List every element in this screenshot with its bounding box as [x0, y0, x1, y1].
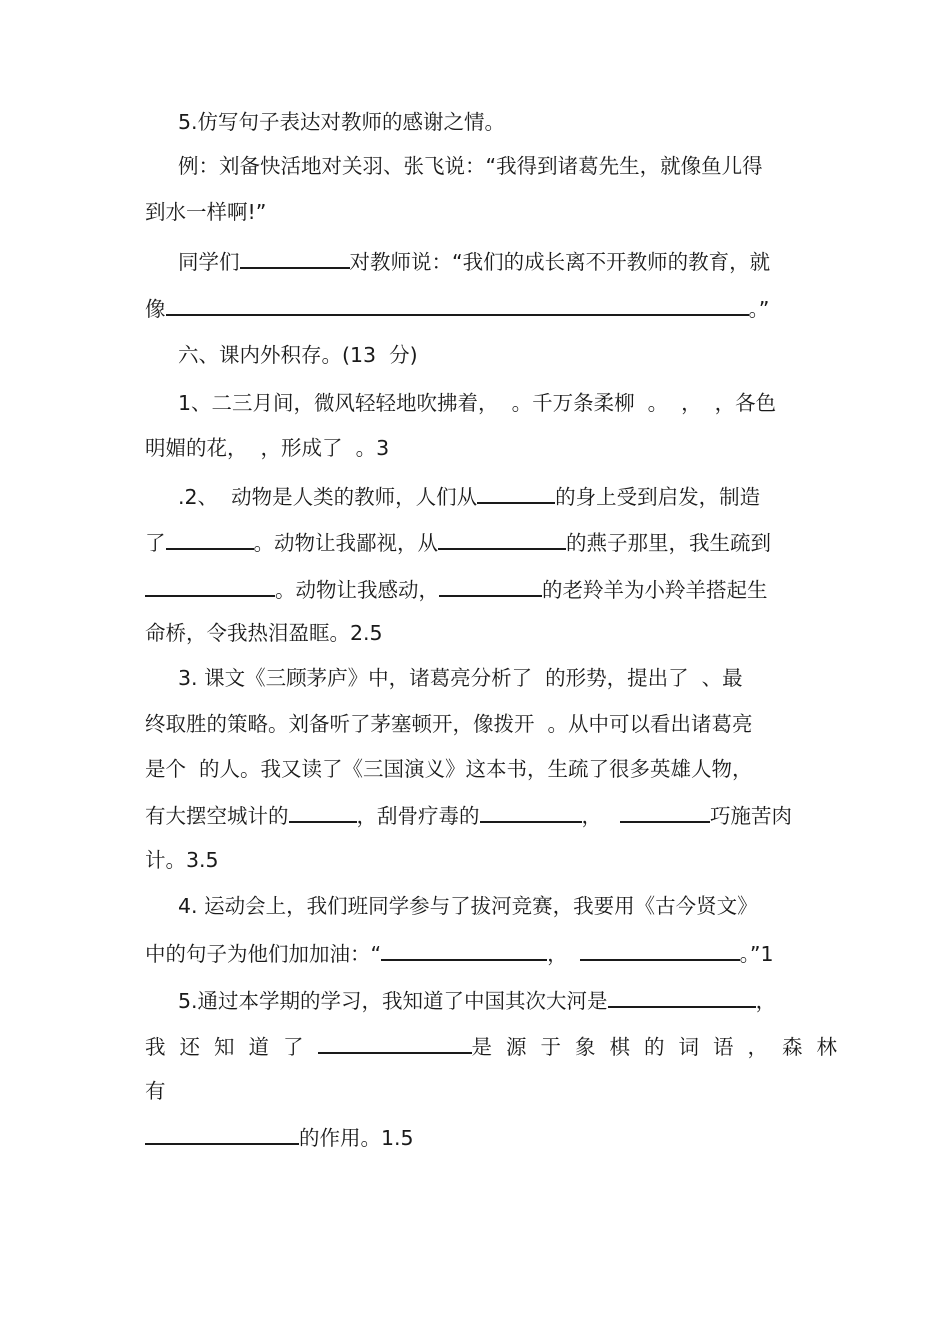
- question-3-line-5: 计。3.5: [145, 848, 219, 872]
- answer-blank[interactable]: [580, 938, 740, 961]
- example-line-2: 到水一样啊!”: [145, 200, 267, 224]
- answer-blank[interactable]: [480, 800, 582, 823]
- imitation-line-2: 像 。”: [145, 293, 769, 321]
- imitation-line-1: 同学们 对教师说：“我们的成长离不开教师的教育，就: [178, 246, 770, 274]
- answer-blank[interactable]: [145, 1122, 299, 1145]
- answer-blank[interactable]: [438, 527, 566, 550]
- question-1-line-2: 明媚的花， ，形成了 。3: [145, 436, 390, 460]
- question-5b-line-1: 5.通过本学期的学习，我知道了中国其次大河是 ，: [178, 985, 776, 1013]
- question-3-line-2: 终取胜的策略。刘备听了茅塞顿开，像拨开 。从中可以看出诸葛亮: [145, 712, 753, 736]
- question-4-line-2: 中的句子为他们加加油：“ ， 。”1: [145, 938, 774, 966]
- question-5b-line-4: 的作用。1.5: [145, 1122, 414, 1150]
- question-5b-line-2: 我还知道了 是源于象棋的词语，森林: [145, 1031, 851, 1059]
- answer-blank[interactable]: [240, 246, 350, 269]
- example-line-1: 例：刘备快活地对关羽、张飞说：“我得到诸葛先生，就像鱼儿得: [178, 154, 763, 178]
- question-4-line-1: 4. 运动会上，我们班同学参与了拔河竞赛，我要用《古今贤文》: [178, 894, 758, 918]
- question-2-line-1: .2、 动物是人类的教师，人们从 的身上受到启发，制造: [178, 481, 760, 509]
- section-6-heading: 六、课内外积存。(13 分): [178, 343, 418, 367]
- answer-blank[interactable]: [608, 985, 756, 1008]
- answer-blank[interactable]: [145, 574, 275, 597]
- question-2-line-2: 了 。动物让我鄙视，从 的燕子那里，我生疏到: [145, 527, 771, 555]
- answer-blank[interactable]: [381, 938, 547, 961]
- answer-blank[interactable]: [439, 574, 542, 597]
- answer-blank[interactable]: [477, 481, 555, 504]
- question-3-line-4: 有大摆空城计的 ，刮骨疗毒的 ， 巧施苦肉: [145, 800, 792, 828]
- question-1-line-1: 1、二三月间，微风轻轻地吹拂着， 。千万条柔柳 。 ， ，各色: [178, 391, 777, 415]
- answer-blank[interactable]: [620, 800, 710, 823]
- question-5b-line-3: 有: [145, 1079, 166, 1103]
- question-2-line-3: 。动物让我感动， 的老羚羊为小羚羊搭起生: [145, 574, 768, 602]
- answer-blank[interactable]: [166, 293, 749, 316]
- answer-blank[interactable]: [318, 1031, 472, 1054]
- question-3-line-3: 是个 的人。我又读了《三国演义》这本书，生疏了很多英雄人物，: [145, 757, 753, 781]
- question-3-line-1: 3. 课文《三顾茅庐》中，诸葛亮分析了 的形势，提出了 、最: [178, 666, 743, 690]
- answer-blank[interactable]: [289, 800, 357, 823]
- question-5-title: 5.仿写句子表达对教师的感谢之情。: [178, 110, 506, 134]
- question-2-line-4: 命桥，令我热泪盈眶。2.5: [145, 621, 383, 645]
- answer-blank[interactable]: [166, 527, 254, 550]
